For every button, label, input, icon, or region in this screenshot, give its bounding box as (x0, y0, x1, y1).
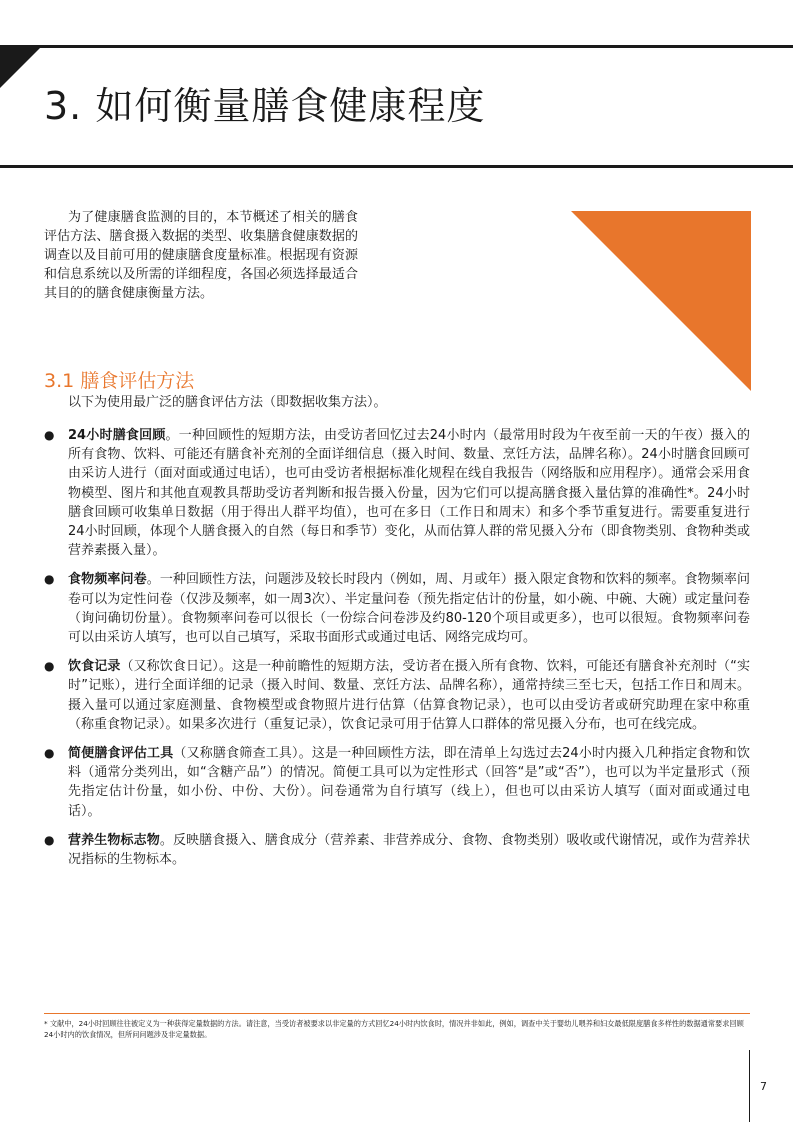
method-description: （又称饮食日记）。这是一种前瞻性的短期方法，受访者在摄入所有食物、饮料，可能还有膳食补充剂时（“实时”记账），进行全面详细的记录（摄入时间、数量、烹饪方法、品牌名称），通常持续三至七天，包括工作日和周末。摄入量可以通过家庭测量、食物模型或食物照片进行估算（估算食物记录），也可以由受访者或研究助理在家中称重（称重食物记录）。如果多次进行（重复记录），饮食记录可用于估算人口群体的常见摄入分布，也可在线完成。 (68, 659, 750, 732)
method-description: （又称膳食筛查工具）。这是一种回顾性方法，即在清单上勾选过去24小时内摄入几种指定食物和饮料（通常分类列出，如“含糖产品”）的情况。简便工具可以为定性形式（回答“是”或“否”），也可以为半定量形式（预先指定估计份量，如小份、中份、大份）。问卷通常为自行填写（线上），但也可以由采访人填写（面对面或通过电话）。 (68, 746, 750, 819)
bullet-icon: ● (44, 428, 55, 442)
method-description: 。一种回顾性方法，问题涉及较长时段内（例如，周、月或年）摄入限定食物和饮料的频率。食物频率问卷可以为定性问卷（仅涉及频率，如一周3次）、半定量问卷（预先指定估计的份量，如小碗、中碗、大碗）或定量问卷（询问确切份量）。食物频率问卷可以很长（一份综合问卷涉及约80-120个项目或更多），也可以很短。食物频率问卷可以由采访人填写，也可以自己填写，采取书面形式或通过电话、网络完成均可。 (68, 572, 750, 646)
section-intro: 以下为使用最广泛的膳食评估方法（即数据收集方法）。 (68, 395, 387, 410)
header-top-rule (0, 45, 793, 48)
footnote-divider (44, 1013, 750, 1014)
header-bottom-rule (0, 165, 793, 168)
list-item (44, 570, 750, 647)
bullet-icon: ● (44, 572, 55, 587)
method-description: 。一种回顾性的短期方法，由受访者回忆过去24小时内（最常用时段为午夜至前一天的午夜）摄入的所有食物、饮料、可能还有膳食补充剂的全面详细信息（摄入时间、数量、烹饪方法，品牌名称）。24小时膳食回顾可由采访人进行（面对面或通过电话），也可由受访者根据标准化规程在线自我报告（网络版和应用程序）。通常会采用食物模型、图片和其他直观教具帮助受访者判断和报告摄入份量，因为它们可以提高膳食摄入量估算的准确性*。24小时膳食回顾可收集单日数据（用于得出人群平均值），也可在多日（工作日和周末）和多个季节重复进行。需要重复进行24小时回顾，体现个人膳食摄入的自然（每日和季节）变化，从而估算人群的常见摄入分布（即食物类别、食物种类或营养素摄入量）。 (68, 428, 750, 559)
bullet-icon: ● (44, 659, 55, 674)
footnote: * 文献中，24小时回顾往往被定义为一种获得定量数据的方法。请注意，当受访者被要求以非定量的方式回忆24小时内饮食时，情况并非如此，例如，调查中关于婴幼儿喂养和妇女最低限度膳食多样性的数据通常要求回顾24小时内的饮食情况，但所问问题涉及非定量数据。 (44, 1019, 744, 1039)
decorative-orange-triangle (571, 211, 751, 391)
method-description: 。反映膳食摄入、膳食成分（营养素、非营养成分、食物、食物类别）吸收或代谢情况，或作为营养状况指标的生物标本。 (68, 832, 750, 868)
list-item (44, 657, 750, 734)
section-heading: 3.1 膳食评估方法 (44, 370, 195, 392)
header-corner-triangle (0, 46, 42, 88)
method-term: 饮食记录 (68, 659, 121, 675)
method-term: 食物频率问卷 (68, 572, 147, 588)
method-list (44, 426, 750, 879)
method-term: 营养生物标志物 (68, 832, 160, 848)
page-number-rule (749, 1050, 750, 1122)
page-title: 3. 如何衡量膳食健康程度 (44, 84, 486, 128)
bullet-icon: ● (44, 832, 55, 847)
list-item (44, 831, 750, 869)
method-term: 24小时膳食回顾 (68, 428, 166, 443)
list-item (44, 744, 750, 821)
intro-paragraph: 为了健康膳食监测的目的，本节概述了相关的膳食评估方法、膳食摄入数据的类型、收集膳食健康数据的调查以及目前可用的健康膳食度量标准。根据现有资源和信息系统以及所需的详细程度，各国必须选择最适合其目的的膳食健康衡量方法。 (44, 210, 358, 301)
bullet-icon: ● (44, 746, 55, 761)
list-item (44, 426, 750, 560)
page-number: 7 (760, 1080, 767, 1093)
method-term: 简便膳食评估工具 (68, 746, 174, 762)
